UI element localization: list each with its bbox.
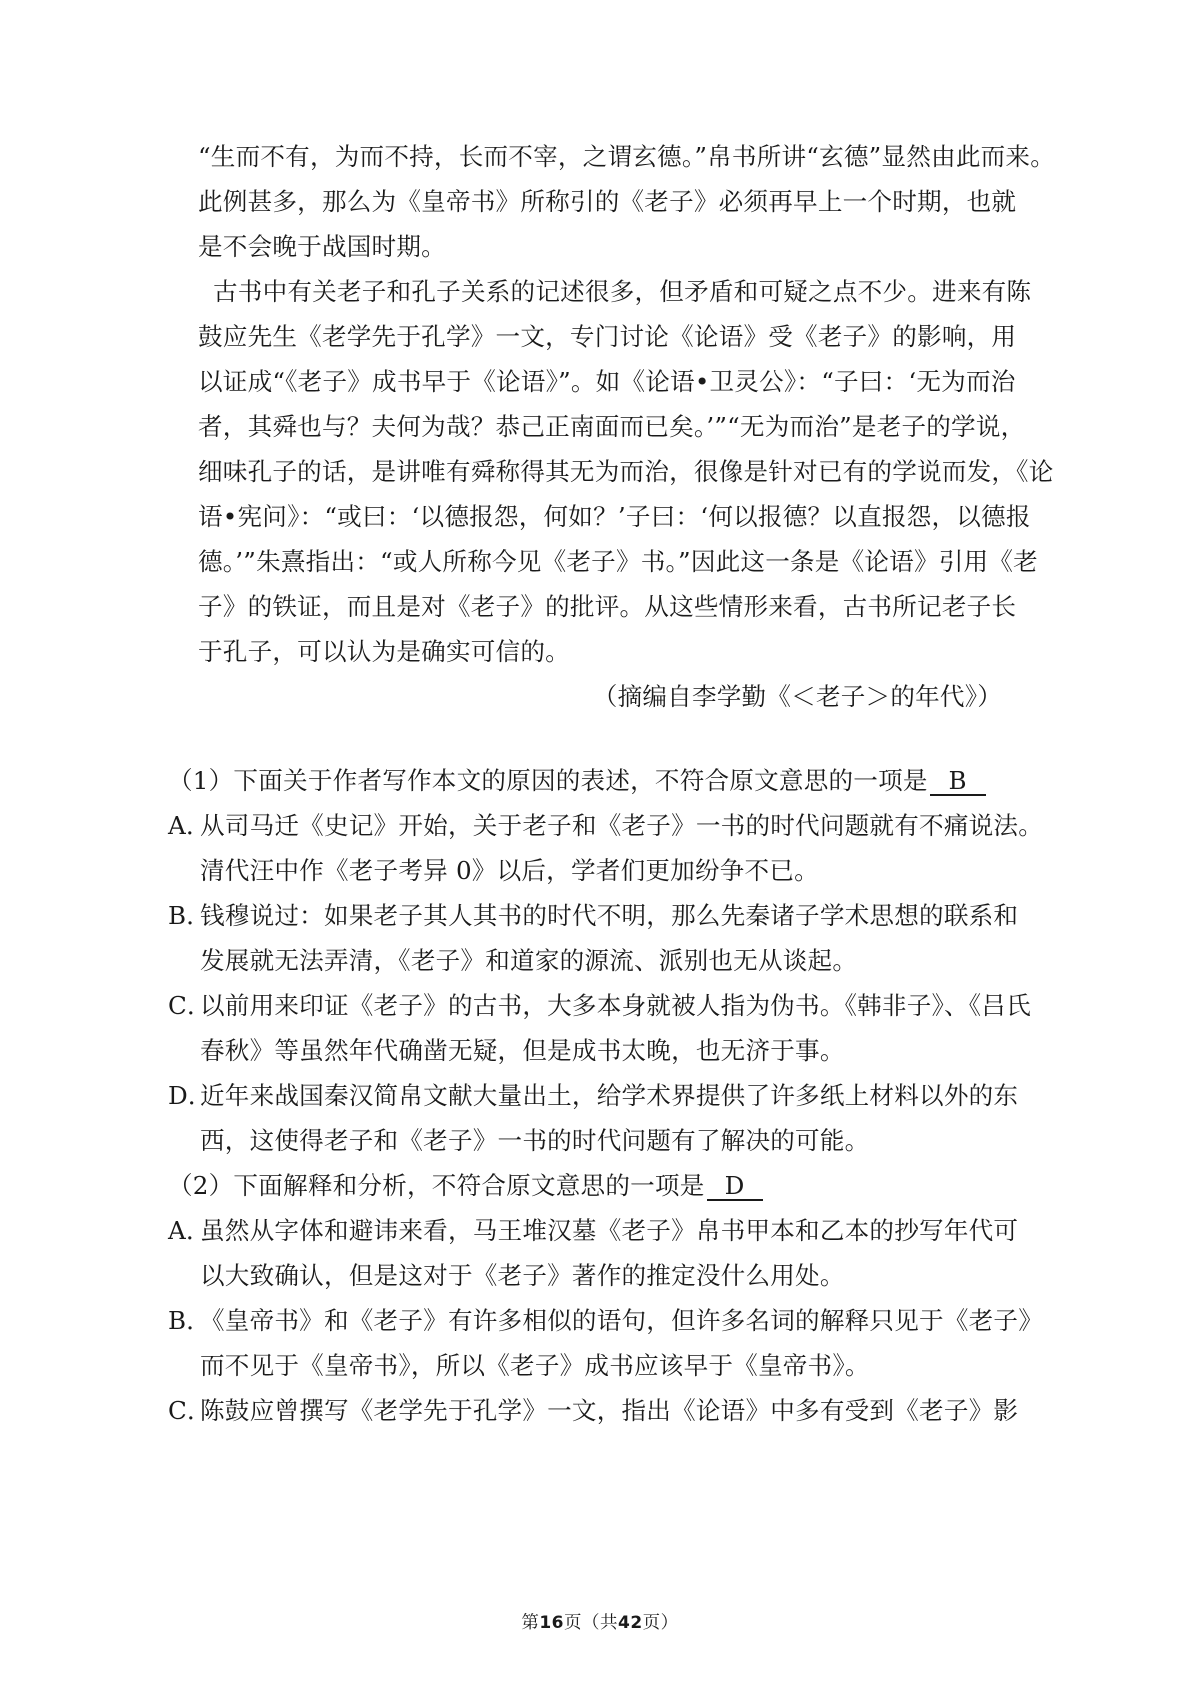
option-label: A．	[168, 811, 211, 840]
page-footer	[0, 1609, 1200, 1634]
passage-line: 语•宪问》：“或曰：‘以德报怨，何如？’子曰：‘何以报德？以直报怨，以德报	[198, 502, 1031, 531]
question-stem-text: （2）下面解释和分析，不符合原文意思的一项是	[168, 1171, 705, 1200]
option-d	[168, 1080, 1018, 1112]
passage-line: 是不会晚于战国时期。	[198, 232, 446, 261]
option-text: 近年来战国秦汉简帛文献大量出土，给学术界提供了许多纸上材料以外的东	[200, 1081, 1019, 1110]
answer-blank: D	[707, 1173, 763, 1201]
passage-line: 古书中有关老子和孔子关系的记述很多，但矛盾和可疑之点不少。进来有陈	[213, 277, 1032, 306]
option-label: B．	[168, 901, 212, 930]
option-label: D．	[168, 1081, 213, 1110]
passage-line: 子》的铁证，而且是对《老子》的批评。从这些情形来看，古书所记老子长	[198, 592, 1017, 621]
passage-source: （摘编自李学勤《＜老子＞的年代》）	[592, 682, 1002, 711]
option-text: 钱穆说过：如果老子其人其书的时代不明，那么先秦诸子学术思想的联系和	[200, 901, 1019, 930]
total-pages: 42	[618, 1613, 643, 1633]
question-stem	[168, 1170, 763, 1202]
passage-line: 鼓应先生《老学先于孔学》一文，专门讨论《论语》受《老子》的影响，用	[198, 322, 1017, 351]
passage-line: 德。’”朱熹指出：“或人所称今见《老子》书。”因此这一条是《论语》引用《老	[198, 547, 1038, 576]
page-number: 16	[539, 1613, 564, 1633]
option-text: 发展就无法弄清，《老子》和道家的源流、派别也无从谈起。	[200, 946, 858, 975]
option-a	[168, 810, 1043, 842]
passage-line: 者，其舜也与？夫何为哉？恭己正南面而已矣。’”“无为而治”是老子的学说，	[198, 412, 1026, 441]
option-text: 而不见于《皇帝书》，所以《老子》成书应该早于《皇帝书》。	[200, 1351, 870, 1380]
option-text: 陈鼓应曾撰写《老学先于孔学》一文，指出《论语》中多有受到《老子》影	[200, 1396, 1019, 1425]
option-b	[168, 1305, 1043, 1337]
option-label: A．	[168, 1216, 211, 1245]
answer-blank: B	[930, 768, 986, 796]
option-label: C．	[168, 1396, 212, 1425]
option-c	[168, 990, 1031, 1022]
footer-prefix: 第	[521, 1613, 540, 1633]
footer-suffix: 页）	[642, 1613, 679, 1633]
question-stem-text: （1）下面关于作者写作本文的原因的表述，不符合原文意思的一项是	[168, 766, 928, 795]
option-text: 《皇帝书》和《老子》有许多相似的语句，但许多名词的解释只见于《老子》	[200, 1306, 1043, 1335]
option-b	[168, 900, 1018, 932]
option-text: 以大致确认，但是这对于《老子》著作的推定没什么用处。	[200, 1261, 845, 1290]
option-text: 清代汪中作《老子考异 0》以后，学者们更加纷争不已。	[200, 856, 819, 885]
passage-line: “生而不有，为而不持，长而不宰，之谓玄德。”帛书所讲“玄德”显然由此而来。	[198, 142, 1055, 171]
option-text: 以前用来印证《老子》的古书，大多本身就被人指为伪书。《韩非子》、《吕氏	[200, 991, 1031, 1020]
option-text: 从司马迁《史记》开始，关于老子和《老子》一书的时代问题就有不痛说法。	[200, 811, 1043, 840]
option-c	[168, 1395, 1018, 1427]
passage-line: 此例甚多，那么为《皇帝书》所称引的《老子》必须再早上一个时期，也就	[198, 187, 1017, 216]
option-text: 春秋》等虽然年代确凿无疑，但是成书太晚，也无济于事。	[200, 1036, 845, 1065]
option-a	[168, 1215, 1018, 1247]
option-label: B．	[168, 1306, 212, 1335]
passage-line: 于孔子，可以认为是确实可信的。	[198, 637, 570, 666]
option-text: 西，这使得老子和《老子》一书的时代问题有了解决的可能。	[200, 1126, 870, 1155]
footer-mid: 页（共	[564, 1613, 618, 1633]
option-text: 虽然从字体和避讳来看，马王堆汉墓《老子》帛书甲本和乙本的抄写年代可	[200, 1216, 1019, 1245]
question-stem	[168, 765, 986, 797]
passage-line: 以证成“《老子》成书早于《论语》”。如《论语•卫灵公》：“子曰：‘无为而治	[198, 367, 1016, 396]
option-label: C．	[168, 991, 212, 1020]
passage-line: 细味孔子的话，是讲唯有舜称得其无为而治，很像是针对已有的学说而发，《论	[198, 457, 1054, 486]
